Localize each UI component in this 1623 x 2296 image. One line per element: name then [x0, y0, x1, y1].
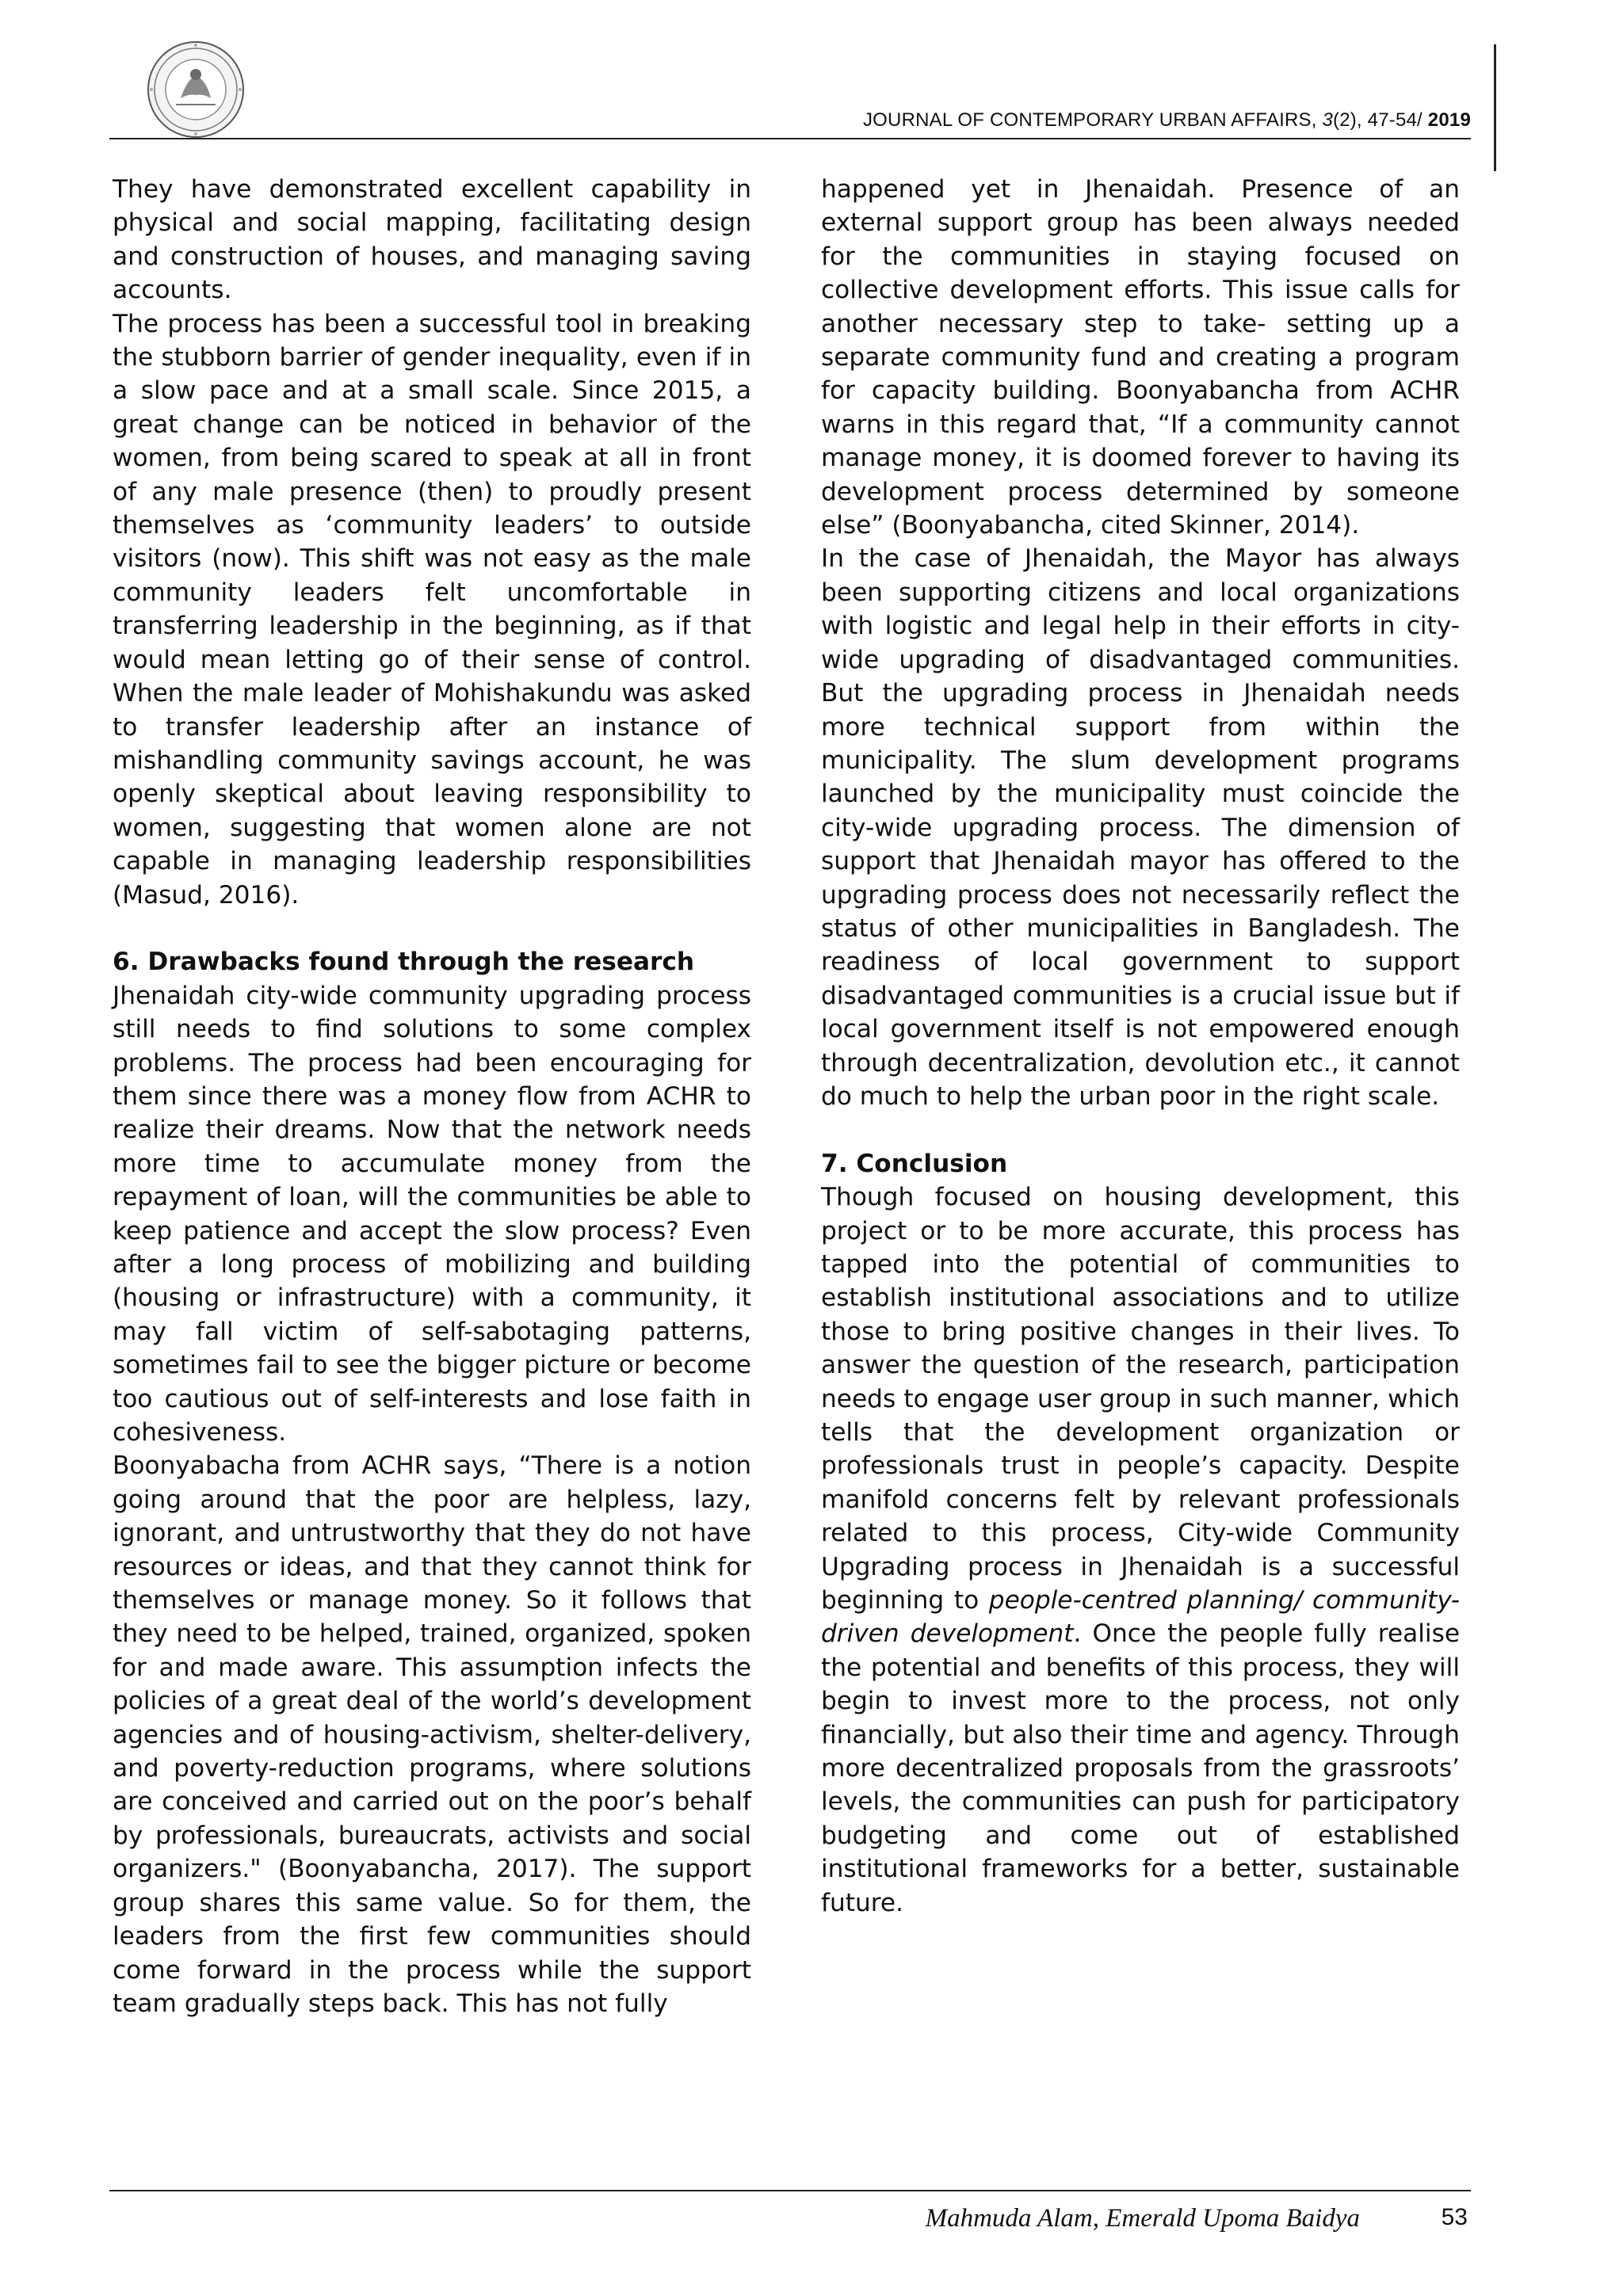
conclusion-text-end: . Once the people fully realise the potential and benefits of this process, they will begin to invest more to the process, not only financially, but also their time and agency. Through more decentralized proposals from the grassroots’ levels, the communities can push for participatory budgeting and come out of established institutional frameworks for a better, sustainable future.	[821, 1619, 1461, 1917]
paragraph-mayor-support: In the case of Jhenaidah, the Mayor has always been supporting citizens and local organizations with logistic and legal help in their efforts in city-wide upgrading of disadvantaged communities. But the upgrading process in Jhenaidah needs more technical support from within the municipality. The slum development programs launched by the municipality must coincide the city-wide upgrading process. The dimension of support that Jhenaidah mayor has offered to the upgrading process does not necessarily reflect the status of other municipalities in Bangladesh. The readiness of local government to support disadvantaged communities is a crucial issue but if local government itself is not empowered enough through decentralization, devolution etc., it cannot do much to help the urban poor in the right scale.	[821, 544, 1460, 1111]
paragraph-gap	[821, 1113, 1460, 1146]
journal-volume: 3	[1322, 109, 1333, 131]
paragraph-gender-inequality: The process has been a successful tool in breaking the stubborn barrier of gender inequality, even if in a slow pace and at a small scale. Since 2015, a great change can be noticed in behavior of the women, from being scared to speak at all in front of any male presence (then) to proudly present themselves as ‘community leaders’ to outside visitors (now). This shift was not easy as the male community leaders felt uncomfortable in transferring leadership in the beginning, as if that would mean letting go of their sense of control. When the male leader of Mohishakundu was asked to transfer leadership after an instance of mishandling community savings account, he was openly skeptical about leaving responsibility to women, suggesting that women alone are not capable in managing leadership responsibilities (Masud, 2016).	[113, 309, 751, 910]
conclusion-italic-term: people-centred planning/ community-driven development	[821, 1586, 1460, 1649]
paragraph-support-group: happened yet in Jhenaidah. Presence of an external support group has been always needed for the communities in staying focused on collective development efforts. This issue calls for another necessary step to take- setting up a separate community fund and creating a program for capacity building. Boonyabancha from ACHR warns in this regard that, “If a community cannot manage money, it is doomed forever to having its development process determined by someone else” (Boonyabancha, cited Skinner, 2014).	[821, 175, 1460, 540]
journal-seal-icon	[146, 40, 246, 139]
paragraph-boonyabancha-quote: Boonyabacha from ACHR says, “There is a notion going around that the poor are helpless, lazy, ignorant, and untrustworthy that they do not have resources or ideas, and that they cannot think for themselves or manage money. So it follows that they need to be helped, trained, organized, spoken for and made aware. This assumption infects the policies of a great deal of the world’s development agencies and of housing-activism, shelter-delivery, and poverty-reduction programs, where solutions are conceived and carried out on the poor’s behalf by professionals, bureaucrats, activists and social organizers." (Boonyabancha, 2017). The support group shares this same value. So for them, the leaders from the first few communities should come forward in the process while the support team gradually steps back. This has not fully	[113, 1451, 751, 2018]
journal-issue-pages: (2), 47-54/	[1333, 109, 1428, 131]
footer-divider	[109, 2190, 1471, 2191]
paragraph-gap	[113, 912, 751, 945]
section-7-heading: 7. Conclusion	[821, 1149, 1008, 1178]
conclusion-text-start: Though focused on housing development, this project or to be more accurate, this process has tapped into the potential of communities to establish institutional associations and to utilize those to bring positive changes in their lives. To answer the question of the research, participation needs to engage user group in such manner, which tells that the development organization or professionals trust in people’s capacity. Despite manifold concerns felt by relevant professionals related to this process, City-wide Community Upgrading process in Jhenaidah is a successful beginning to	[821, 1183, 1460, 1615]
page-edge-mark	[1494, 44, 1496, 171]
page-number: 53	[1441, 2204, 1468, 2230]
right-column	[821, 173, 1460, 2106]
paragraph-conclusion	[821, 1180, 1460, 1920]
journal-header	[863, 109, 1471, 132]
left-column	[113, 173, 751, 2177]
journal-year: 2019	[1427, 109, 1471, 131]
journal-title: JOURNAL OF CONTEMPORARY URBAN AFFAIRS,	[862, 109, 1323, 131]
section-6-heading: 6. Drawbacks found through the research	[113, 948, 695, 977]
footer-authors: Mahmuda Alam, Emerald Upoma Baidya	[925, 2204, 1360, 2233]
paragraph-drawbacks: Jhenaidah city-wide community upgrading process still needs to find solutions to some complex problems. The process had been encouraging for them since there was a money flow from ACHR to realize their dreams. Now that the network needs more time to accumulate money from the repayment of loan, will the communities be able to keep patience and accept the slow process? Even after a long process of mobilizing and building (housing or infrastructure) with a community, it may fall victim of self-sabotaging patterns, sometimes fail to see the bigger picture or become too cautious out of self-interests and lose faith in cohesiveness.	[113, 981, 751, 1447]
header-divider	[109, 138, 1471, 139]
paragraph-capability: They have demonstrated excellent capability in physical and social mapping, facilitating design and construction of houses, and managing saving accounts.	[113, 175, 751, 305]
